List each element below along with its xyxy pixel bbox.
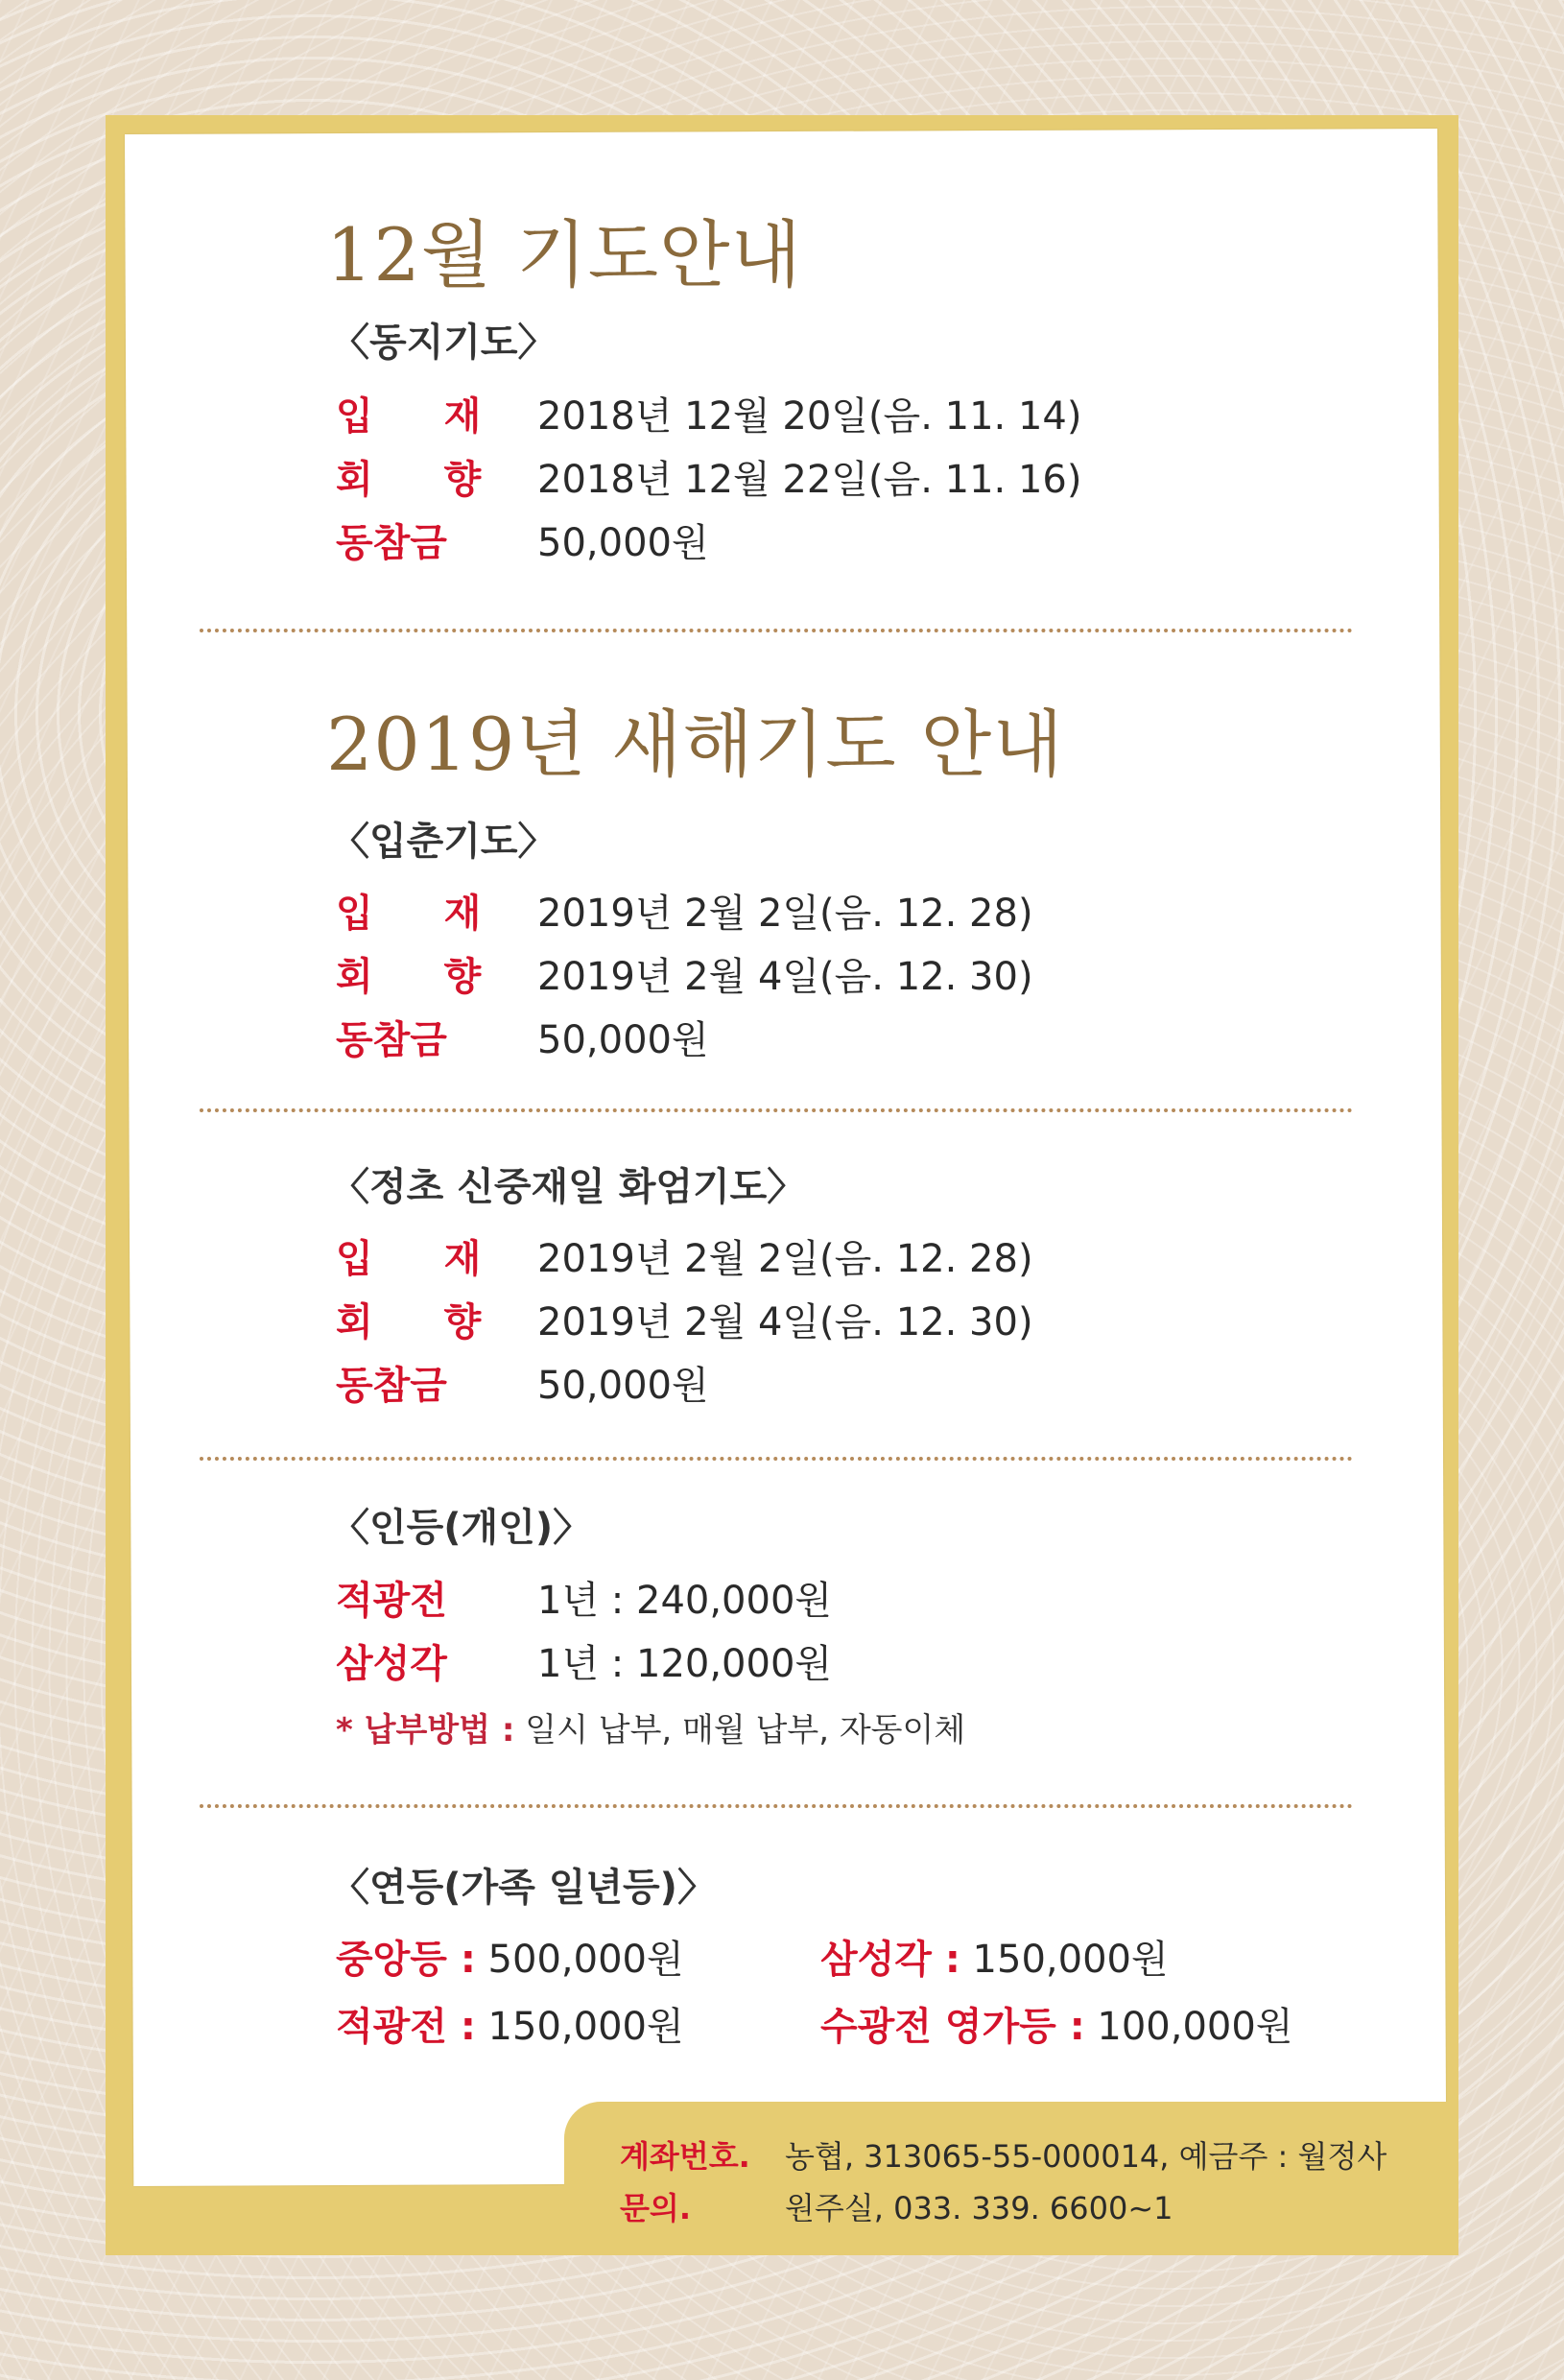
row-value: 50,000원 (537, 1363, 709, 1408)
lantern-price (336, 1929, 684, 1984)
lantern-label: 수광전 영가등 : (820, 2005, 1085, 2049)
indeung-heading: 〈인등(개인)〉 (331, 1506, 592, 1550)
yeondeung-heading: 〈연등(가족 일년등)〉 (331, 1866, 716, 1910)
row-value: 2019년 2월 4일(음. 12. 30) (537, 1299, 1033, 1345)
new-year-prayer-title: 2019년 새해기도 안내 (326, 702, 1064, 787)
row-value: 2018년 12월 20일(음. 11. 14) (537, 393, 1082, 439)
info-row (336, 883, 1033, 937)
lantern-value: 500,000원 (475, 1938, 684, 1982)
info-row (336, 449, 1081, 503)
lantern-price (820, 1996, 1292, 2051)
row-value: 2019년 2월 2일(음. 12. 28) (537, 891, 1033, 936)
info-row (336, 1228, 1033, 1282)
row-value: 50,000원 (537, 520, 709, 565)
info-row (336, 1633, 832, 1687)
jeongcho-prayer-heading: 〈정초 신중재일 화엄기도〉 (331, 1165, 806, 1209)
lantern-label: 중앙등 : (336, 1938, 476, 1982)
contact-row (620, 2184, 1173, 2228)
lantern-value: 150,000원 (960, 1938, 1169, 1982)
account-value: 농협, 313065-55-000014, 예금주 : 월정사 (785, 2138, 1387, 2175)
december-prayer-title: 12월 기도안내 (326, 212, 802, 298)
row-label: 회 향 (336, 457, 510, 502)
row-value: 2019년 2월 4일(음. 12. 30) (537, 954, 1033, 999)
dotted-divider (200, 1457, 1353, 1461)
lantern-label: 삼성각 : (820, 1938, 960, 1982)
row-label: 입 재 (336, 891, 510, 936)
row-label: 삼성각 (336, 1641, 447, 1686)
contact-label: 문의. (620, 2190, 691, 2226)
bank-info-box (564, 2102, 1458, 2255)
row-value: 2018년 12월 22일(음. 11. 16) (537, 457, 1082, 502)
contact-value: 원주실, 033. 339. 6600~1 (785, 2190, 1173, 2226)
row-label: 입 재 (336, 1236, 510, 1281)
info-row (336, 1010, 709, 1063)
dongji-prayer-heading: 〈동지기도〉 (331, 321, 557, 365)
info-row (336, 386, 1081, 440)
row-label: 회 향 (336, 954, 510, 999)
account-label: 계좌번호. (620, 2138, 750, 2175)
row-label: 동참금 (336, 1017, 447, 1062)
row-label: 동참금 (336, 1363, 447, 1408)
lantern-price (336, 1996, 684, 2051)
dotted-divider (200, 1804, 1353, 1808)
lantern-label: 적광전 : (336, 2005, 476, 2049)
row-label: 동참금 (336, 520, 447, 565)
info-row (336, 1292, 1033, 1345)
payment-method-value: 일시 납부, 매월 납부, 자동이체 (514, 1711, 966, 1749)
dotted-divider (200, 1108, 1353, 1112)
lantern-price (820, 1929, 1169, 1984)
row-label: 적광전 (336, 1578, 447, 1623)
ipchun-prayer-heading: 〈입춘기도〉 (331, 820, 557, 864)
row-value: 50,000원 (537, 1017, 709, 1062)
payment-method-label: * 납부방법 : (336, 1711, 515, 1749)
lantern-value: 100,000원 (1084, 2005, 1293, 2049)
bank-account-row (620, 2132, 1386, 2177)
row-label: 회 향 (336, 1299, 510, 1345)
info-row (336, 1570, 832, 1624)
info-row (336, 512, 709, 566)
payment-method-note (336, 1703, 965, 1750)
dotted-divider (200, 629, 1353, 632)
row-value: 2019년 2월 2일(음. 12. 28) (537, 1236, 1033, 1281)
row-label: 입 재 (336, 393, 510, 439)
lantern-value: 150,000원 (475, 2005, 684, 2049)
info-row (336, 1355, 709, 1409)
row-value: 1년 : 240,000원 (537, 1578, 833, 1623)
row-value: 1년 : 120,000원 (537, 1641, 833, 1686)
info-row (336, 946, 1033, 1000)
